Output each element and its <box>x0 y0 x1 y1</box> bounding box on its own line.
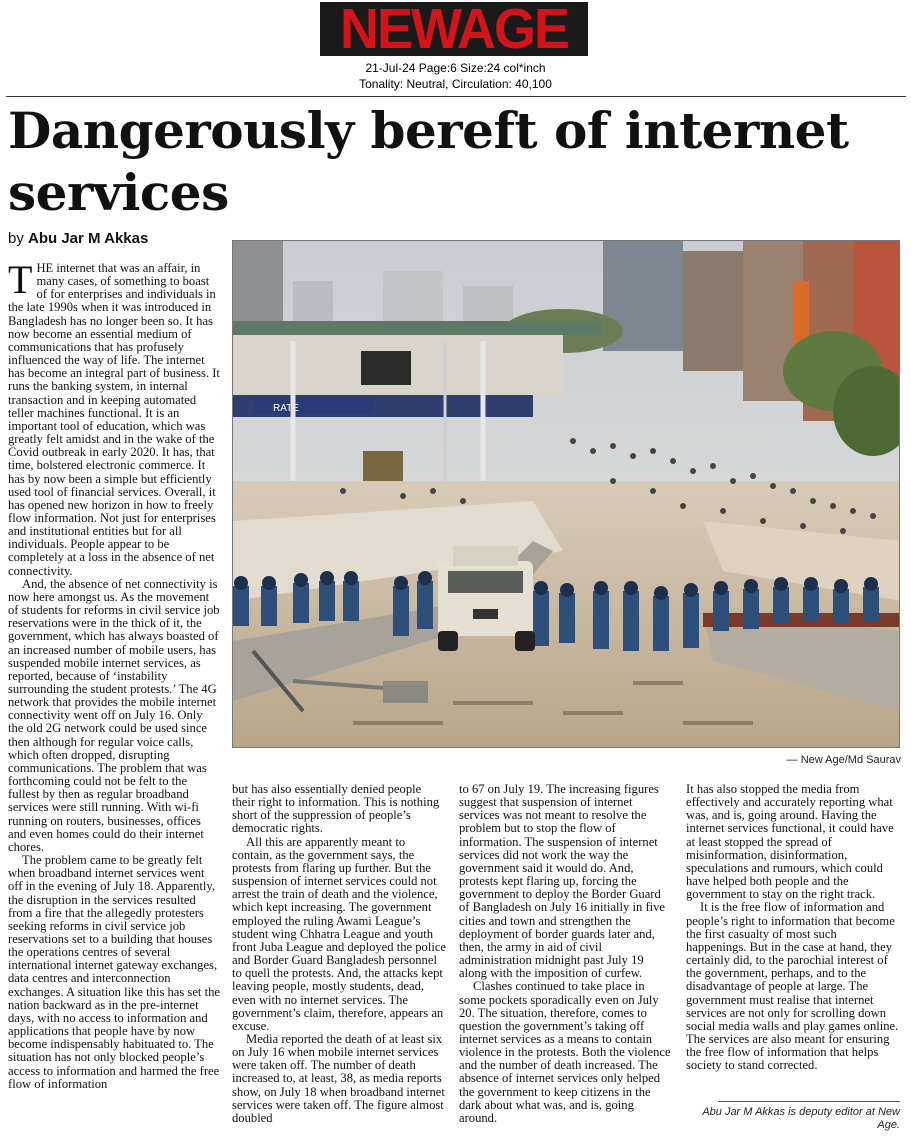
author-note: Abu Jar M Akkas is deputy editor at New Age. <box>702 1106 900 1131</box>
paragraph: to 67 on July 19. The increasing figures suggest that suspension of internet services was not meant to resolve the problem but to stop the flow of information. The suspension of internet services did not work the way the government said it would do. And, protests kept flaring up, forcing the government to deploy the Border Guard of Bangladesh on July 16 initially in five cities and town and strengthen the deployment of border guards later and, then, the army in aid of civil administration midnight past July 19 along with the imposition of curfew. <box>459 782 666 981</box>
article-column-2 <box>232 783 447 1125</box>
article-column-3 <box>459 783 674 1125</box>
article-headline: Dangerously bereft of internet services <box>8 101 849 222</box>
photo-sign-text: RATE <box>273 403 299 414</box>
paragraph: All this are apparently meant to contain, as the government says, the protests from flaring up further. But the suspension of internet services could not arrest the train of death and the violence, which kept increasing. The government employed the ruling Awami League’s student wing Chhatra League and youth front Juba League and deployed the police and Border Guard Bangladesh personnel to quell the protests. And, the attacks kept leaving people, mostly students, dead, even with no internet services. The government’s claim, therefore, appears an excuse. <box>232 834 447 1033</box>
clip-info-date-page: 21-Jul-24 Page:6 Size:24 col*inch <box>365 61 546 75</box>
paragraph: but has also essentially denied people their right to information. This is nothing short of the suppression of people’s democratic rights. <box>232 782 440 836</box>
header-divider <box>6 96 906 97</box>
paragraph: THE internet that was an affair, in many cases, of something to boast of for enterprises and individuals in the late 1990s when it was introduced in Bangladesh has no longer been so. It has now become an essential medium of communications that has profusely influenced the way of life. The internet has become an integral part of business. It runs the banking system, in internal transaction and in keeping automated teller machines functional. It is an important tool of education, which was greatly felt amidst and in the wake of the Covid outbreak in early 2020. It has, that time, bolstered electronic commerce. It has by now been a simple but efficiently used tool of financial services. Overall, it has opened new horizon in how to freely flow information. Not just for enterprises and institutional entities but for all individuals. People appear to be completely at a loss in the absence of net connectivity. <box>8 257 220 578</box>
paragraph: And, the absence of net connectivity is now here amongst us. As the movement of students for reforms in civil service job reservations were in the thick of it, the government, which has always boasted of an increased number of mobile users, has suspended mobile internet services, as reported, because of ‘instability surrounding the student protests.’ The 4G network that provides the mobile internet connectivity went off on July 16. Only the old 2G network could be used since then although for regular voice calls, which often dropped, disrupting communications. The problem that was forthcoming could not be felt to the fullest by then as regular broadband services were still running. With wi-fi running on routers, businesses, offices and even homes could do their internet chores. <box>8 576 220 854</box>
paragraph: It has also stopped the media from effectively and accurately reporting what was, and is, going around. Having the internet services functional, it could have at least stopped the spread of misinformation, disinformation, speculations and rumours, which could have helped both people and the government to stay on the right track. <box>686 782 894 902</box>
article-column-1 <box>8 257 220 1091</box>
news-photo-protest <box>232 240 900 748</box>
paragraph: The problem came to be greatly felt when broadband internet services went off in the evening of July 18. Apparently, the disruption in the services resulted from a fire that the allegedly protesters seeking reforms in civil service job reservations set to a building that houses the operations centres of several international internet gateway exchanges, data centres and interconnection exchanges. A situation like this has set the nation backward as in the pre-internet days, with no access to information and applications that people have by now become indispensably habituated to. The situation has not only blocked people’s access to information and harmed the free flow of information <box>8 853 220 1091</box>
logo-text: NEWAGE <box>339 2 569 56</box>
author-note-divider <box>718 1101 900 1102</box>
photo-credit: — New Age/Md Saurav <box>786 754 901 766</box>
byline-prefix: by <box>8 230 24 247</box>
clip-info-tonality: Tonality: Neutral, Circulation: 40,100 <box>359 77 552 91</box>
paragraph: Media reported the death of at least six on July 16 when mobile internet services were taken off. The number of death increased to, at least, 38, as media reports show, on July 18 when broadband internet services were taken off. The figure almost doubled <box>232 1031 445 1125</box>
paragraph: It is the free flow of information and people’s right to information that become the first casualty of most such happenings. But in the case at hand, they certainly did, to the parochial interest of the government, perhaps, and to the disadvantage of people at large. The government must realise that internet services are not only for scrolling down social media walls and play games online. The services are also meant for ensuring the free flow of information that helps society to stand corrected. <box>686 900 899 1073</box>
article-column-4 <box>686 783 900 1072</box>
newspaper-logo <box>320 2 588 56</box>
drop-cap: T <box>8 257 33 302</box>
byline <box>8 230 148 247</box>
paragraph: Clashes continued to take place in some pockets sporadically even on July 20. The situation, therefore, comes to question the government’s taking off internet services as a means to contain violence in the protests. Both the violence and the number of death increased. The absence of internet services only helped the government to keep citizens in the dark about what was, and is, going around. <box>459 979 671 1125</box>
author-name: Abu Jar M Akkas <box>28 230 149 247</box>
